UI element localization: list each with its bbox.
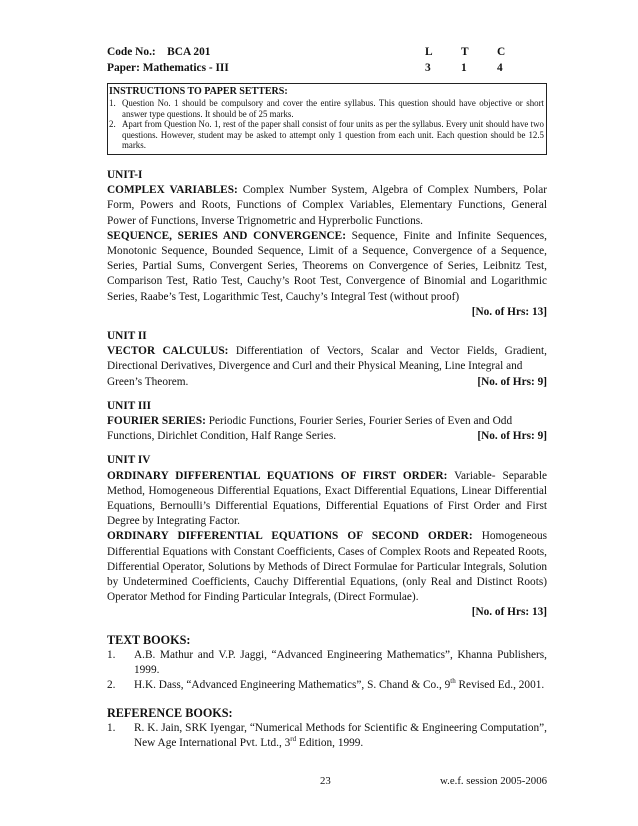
book-text [134,678,547,693]
topic-paragraph [107,183,547,229]
unit-title: UNIT-I [107,168,143,181]
unit-title: UNIT III [107,399,152,412]
topic-text: Homogeneous Differential Equations with Constant Coefficients, Cases of Complex Roots and Repeated Roots, Differential Operator, Solutions by Methods of Direct Formulae for Particular Integrals, Solution by Undetermined Coefficients, Cauchy Differential Equations, (only Real and Distinct Roots) Operator Method for Finding Particular Integrals, (Direct Formulae). [107,530,548,604]
l-value: 3 [425,62,431,74]
instructions-title: INSTRUCTIONS TO PAPER SETTERS: [109,86,288,97]
book-item [107,648,547,678]
instruction-number: 1. [109,98,116,108]
course-code [107,44,210,60]
syllabus-page [107,44,547,752]
book-text [134,721,547,751]
instruction-number: 2. [109,119,116,130]
instruction-item [109,119,544,151]
unit-last-line [107,375,547,390]
book-text-tail: Revised Ed., 2001. [455,679,545,692]
l-label: L [425,46,433,58]
topic-heading: COMPLEX VARIABLES: [107,184,238,197]
instructions-box [107,83,547,155]
book-edition-suffix: rd [290,735,297,744]
topic-paragraph [107,529,547,605]
book-edition-suffix: th [450,677,456,686]
unit-hours: [No. of Hrs: 13] [471,305,547,318]
topic-text: Sequence, Finite and Infinite Sequences, Monotonic Sequence, Bounded Sequence, Limit of a Sequence, Convergence of a Sequence, Series, Partial Sums, Convergent Series, Theorems on Convergence of Series, Leibnitz Test, Comparison Test, Ratio Test, Cauchy’s Root Test, Convergence of Binomial and Logarithmic Series, Raabe’s Test, Logarithmic Test, Cauchy’s Integral Test (without proof) [107,229,547,303]
unit-last-line [107,429,547,444]
book-number: 1. [107,722,116,735]
topic-heading: ORDINARY DIFFERENTIAL EQUATIONS OF FIRST ORDER: [107,469,448,482]
book-item [107,721,547,751]
t-label: T [461,46,469,58]
c-label: C [497,46,506,58]
unit-hours: [No. of Hrs: 9] [477,375,547,388]
unit-hours: [No. of Hrs: 13] [471,606,547,619]
session-note: w.e.f. session 2005-2006 [440,775,547,787]
topic-heading: FOURIER SERIES: [107,415,206,428]
unit-title: UNIT II [107,330,147,342]
topic-text: Differentiation of Vectors, Scalar and Vector Fields, Gradient, Directional Derivatives, Divergence and Curl and their Physical Meaning, Line Integral and [107,345,548,373]
units-section [107,168,547,752]
topic-text: Variable- Separable Method, Homogeneous Differential Equations, Exact Differential Equations, Linear Differential Equations, Bernoulli’s Differential Equations, Differential Equations of First Order and First Degree by Integrating Factor. [107,469,547,528]
page-number: 23 [320,775,331,787]
topic-paragraph [107,229,547,305]
t-value: 1 [461,62,467,74]
instruction-item [109,98,544,119]
code-value: BCA 201 [167,46,211,58]
c-value: 4 [497,62,503,74]
topic-text-end: Functions, Dirichlet Condition, Half Range Series. [107,430,337,443]
book-text-main: R. K. Jain, SRK Iyengar, “Numerical Methods for Scientific & Engineering Computation”, New Age International Pvt. Ltd., 3 [134,722,547,750]
paper-title: Paper: Mathematics - III [107,62,229,74]
unit-title: UNIT IV [107,454,151,467]
book-text-tail: Edition, 1999. [296,737,364,750]
topic-heading: VECTOR CALCULUS: [107,345,229,358]
header-row-1 [107,44,547,60]
book-number: 1. [107,648,116,661]
header-row-2 [107,60,547,76]
reference-books-title: REFERENCE BOOKS: [107,706,233,721]
book-item [107,678,547,693]
text-books-title: TEXT BOOKS: [107,632,191,647]
topic-text-end: Green’s Theorem. [107,375,189,388]
topic-heading: SEQUENCE, SERIES AND CONVERGENCE: [107,229,346,242]
topic-paragraph [107,414,547,429]
topic-text: Complex Number System, Algebra of Complex Numbers, Polar Form, Powers and Roots, Functions of Complex Variables, Elementary Functions, General Power of Functions, Inverse Trignometric and Hyprerbolic Functions. [107,184,547,227]
book-number: 2. [107,679,116,692]
topic-text: Periodic Functions, Fourier Series, Fourier Series of Even and Odd [205,415,513,428]
instruction-text: Apart from Question No. 1, rest of the paper shall consist of four units as per the syllabus. Every unit should have two questions. However, student may be asked to attempt only 1 question from each unit. Each question should be 12.5 marks. [122,119,544,151]
book-text-main: H.K. Dass, “Advanced Engineering Mathematics”, S. Chand & Co., 9 [134,679,451,692]
topic-heading: ORDINARY DIFFERENTIAL EQUATIONS OF SECOND ORDER: [107,530,473,543]
topic-paragraph [107,344,547,374]
book-text: A.B. Mathur and V.P. Jaggi, “Advanced Engineering Mathematics”, Khanna Publishers, 1999. [134,648,547,676]
unit-hours: [No. of Hrs: 9] [477,430,547,443]
code-label: Code No.: [107,46,156,58]
topic-paragraph [107,469,547,530]
instruction-text: Question No. 1 should be compulsory and cover the entire syllabus. This question should have objective or short answer type questions. It should be of 25 marks. [122,98,544,119]
